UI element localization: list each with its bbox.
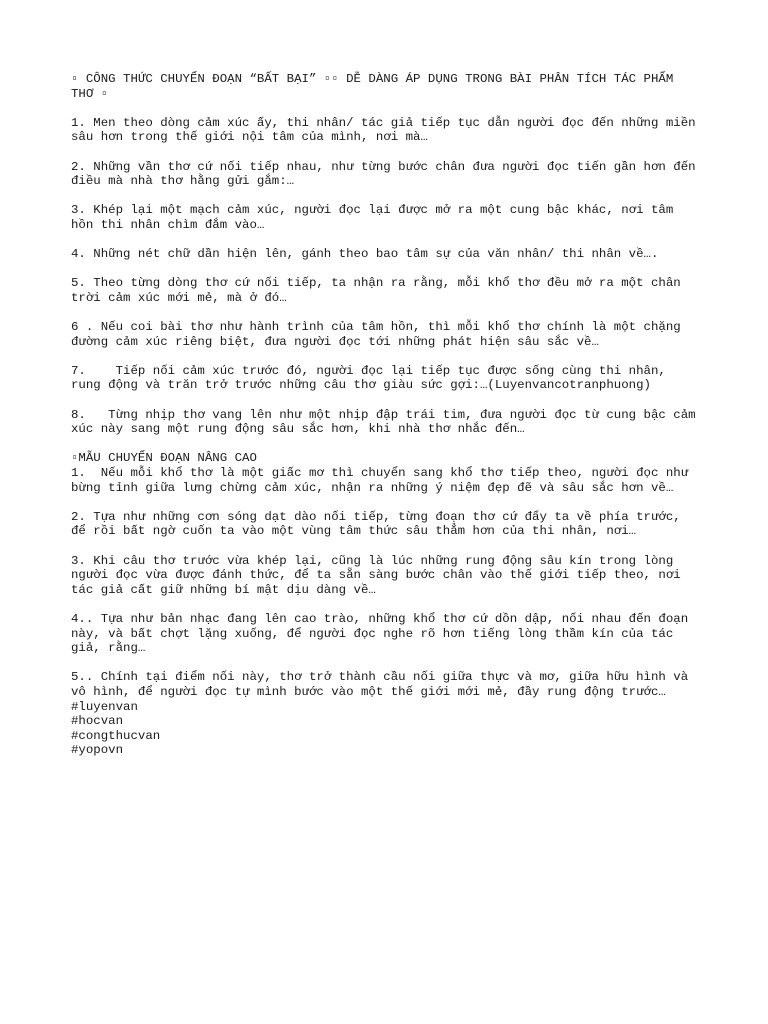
list-item: 5.. Chính tại điểm nối này, thơ trở thành cầu nối giữa thực và mơ, giữa hữu hình và vô hình, để người đọc tự mình bước vào một thế giới mới mẻ, đầy rung động trước… [71, 670, 696, 699]
list-item: 8. Từng nhịp thơ vang lên như một nhịp đập trái tim, đưa người đọc từ cung bậc cảm xúc này sang một rung động sâu sắc hơn, khi nhà thơ nhắc đến… [71, 407, 704, 437]
list-item: 4. Những nét chữ dần hiện lên, gánh theo bao tâm sự của văn nhân/ thi nhân về…. [71, 247, 659, 262]
list-item: 6 . Nếu coi bài thơ như hành trình của tâm hồn, thì mỗi khổ thơ chính là một chặng đường cảm xúc riêng biệt, đưa người đọc tới những phát hiện sâu sắc về… [71, 320, 689, 349]
hashtag: #congthucvan [71, 728, 161, 743]
document-page [71, 72, 704, 758]
list-item: 4.. Tựa như bản nhạc đang lên cao trào, những khổ thơ cứ dồn dập, nối nhau đến đoạn này, và bất chợt lặng xuống, để người đọc nghe rõ hơn tiếng lòng thầm kín của tác giả, rằng… [71, 611, 696, 656]
list-item: 3. Khi câu thơ trước vừa khép lại, cũng là lúc những rung động sâu kín trong lòng người đọc vừa được đánh thức, để ta sẵn sàng bước chân vào thế giới tiếp theo, nơi tác giả cất giữ những bí mật dịu dàng về… [71, 553, 689, 597]
section-heading: ▫MẪU CHUYỂN ĐOẠN NÂNG CAO [71, 451, 257, 466]
list-item: 5. Theo từng dòng thơ cứ nối tiếp, ta nhận ra rằng, mỗi khổ thơ đều mở ra một chân trời cảm xúc mới mẻ, mà ở đó… [71, 276, 689, 305]
hashtag: #luyenvan [71, 699, 138, 714]
list-item: 2. Những vần thơ cứ nối tiếp nhau, như từng bước chân đưa người đọc tiến gần hơn đến điều mà nhà thơ hằng gửi gắm:… [71, 159, 704, 189]
list-item: 1. Nếu mỗi khổ thơ là một giấc mơ thì chuyển sang khổ thơ tiếp theo, người đọc như bừng tỉnh giữa lưng chừng cảm xúc, nhận ra những ý niệm đẹp đẽ và sâu sắc hơn về… [71, 466, 696, 495]
hashtag-list [71, 700, 699, 758]
list-item: 3. Khép lại một mạch cảm xúc, người đọc lại được mở ra một cung bậc khác, nơi tâm hồn thi nhân chìm đắm vào… [71, 203, 681, 232]
hashtag: #hocvan [71, 714, 124, 729]
list-item: 7. Tiếp nối cảm xúc trước đó, người đọc lại tiếp tục được sống cùng thi nhân, rung động và trăn trở trước những câu thơ giàu sức gợi:…(Luyenvancotranphuong) [71, 363, 674, 393]
list-item: 1. Men theo dòng cảm xúc ấy, thi nhân/ tác giả tiếp tục dẫn người đọc đến những miền sâu hơn trong thế giới nội tâm của mình, nơi mà… [71, 115, 704, 145]
list-item: 2. Tựa như những cơn sóng dạt dào nối tiếp, từng đoạn thơ cứ đẩy ta về phía trước, để rồi bất ngờ cuốn ta vào một vùng tâm thức sâu thẳm hơn của thi nhân, nơi… [71, 509, 689, 539]
document-heading: ▫ CÔNG THỨC CHUYỂN ĐOẠN “BẤT BẠI” ▫▫ DỄ DÀNG ÁP DỤNG TRONG BÀI PHÂN TÍCH TÁC PHẨM THƠ ▫ [71, 72, 681, 101]
hashtag: #yopovn [71, 743, 124, 758]
